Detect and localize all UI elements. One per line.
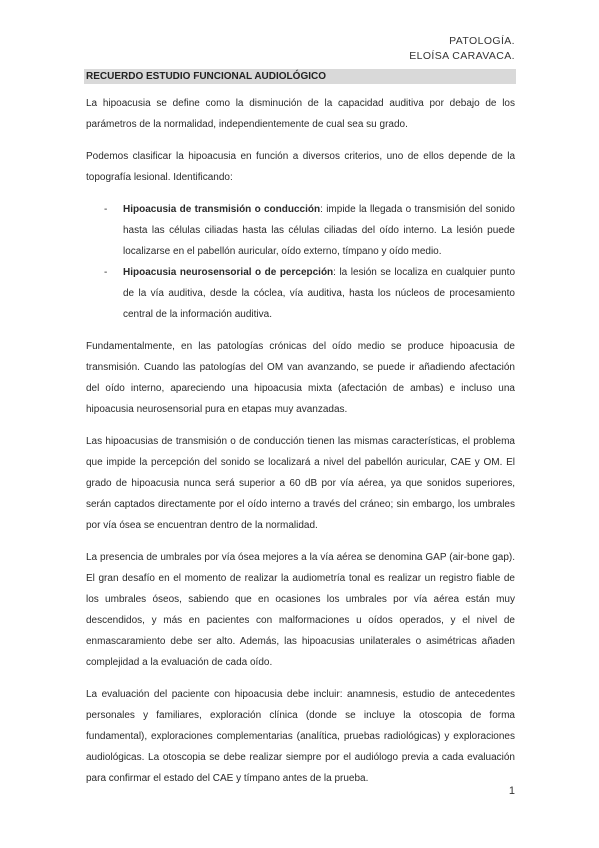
paragraph-patient-evaluation: La evaluación del paciente con hipoacusia debe incluir: anamnesis, estudio de antecedentes personales y familiares, exploración clínica (donde se incluye la otoscopia de forma fundamental), exploraciones complementarias (analítica, pruebas radiológicas) y exploraciones audiológicas. La otoscopia se debe realizar siempre por el audiólogo previa a cada evaluación para confirmar el estado del CAE y tímpano antes de la prueba. (86, 689, 515, 784)
document-body (86, 93, 515, 789)
paragraph-classification: Podemos clasificar la hipoacusia en función a diversos criterios, uno de ellos depende de la topografía lesional. Identificando: (86, 151, 515, 183)
list-item (86, 262, 515, 325)
page-number: 1 (508, 785, 515, 797)
paragraph-definition: La hipoacusia se define como la disminución de la capacidad auditiva por debajo de los parámetros de la normalidad, independientemente de cual sea su grado. (86, 98, 515, 130)
header-author: ELOÍSA CARAVACA. (409, 49, 515, 62)
page-header (409, 34, 515, 63)
section-title: RECUERDO ESTUDIO FUNCIONAL AUDIOLÓGICO (84, 69, 516, 84)
header-subject: PATOLOGÍA. (449, 35, 515, 47)
list-item-text: : impide la llegada o transmisión del sonido hasta las células ciliadas hasta las células ciliadas del oído interno. La lesión puede localizarse en el pabellón auricular, oído externo, tímpano y oído medio. (123, 204, 515, 257)
list-item (86, 199, 515, 262)
paragraph-conductive-hearing-loss: Las hipoacusias de transmisión o de conducción tienen las mismas características, el problema que impide la percepción del sonido se localizará a nivel del pabellón auricular, CAE y OM. El grado de hipoacusia nunca será superior a 60 dB por vía aérea, ya que sonidos superiores, serán captados directamente por el oído interno a través del cráneo; sin embargo, los umbrales por vía ósea se encuentran dentro de la normalidad. (86, 436, 515, 531)
classification-list (86, 199, 515, 325)
list-bullet: - (104, 267, 108, 278)
list-bullet: - (104, 204, 108, 215)
paragraph-chronic-pathology: Fundamentalmente, en las patologías crónicas del oído medio se produce hipoacusia de transmisión. Cuando las patologías del OM van avanzando, se puede ir añadiendo afectación del oído interno, apareciendo una hipoacusia mixta (afectación de ambas) e incluso una hipoacusia neurosensorial pura en etapas muy avanzadas. (86, 341, 515, 415)
list-item-text: : la lesión se localiza en cualquier punto de la vía auditiva, desde la cóclea, vía auditiva, hasta los núcleos de procesamiento central de la información auditiva. (123, 267, 516, 320)
list-item-term: Hipoacusia neurosensorial o de percepción (123, 267, 334, 278)
list-item-term: Hipoacusia de transmisión o conducción (123, 204, 321, 215)
paragraph-air-bone-gap: La presencia de umbrales por vía ósea mejores a la vía aérea se denomina GAP (air-bone gap). El gran desafío en el momento de realizar la audiometría tonal es realizar un registro fiable de los umbrales óseos, sabiendo que en ocasiones los umbrales por vía aérea están muy descendidos, y más en pacientes con malformaciones u oídos operados, y el nivel de enmascaramiento debe ser alto. Además, las hipoacusias unilaterales o asimétricas añaden complejidad a la evaluación de cada oído. (86, 552, 515, 668)
